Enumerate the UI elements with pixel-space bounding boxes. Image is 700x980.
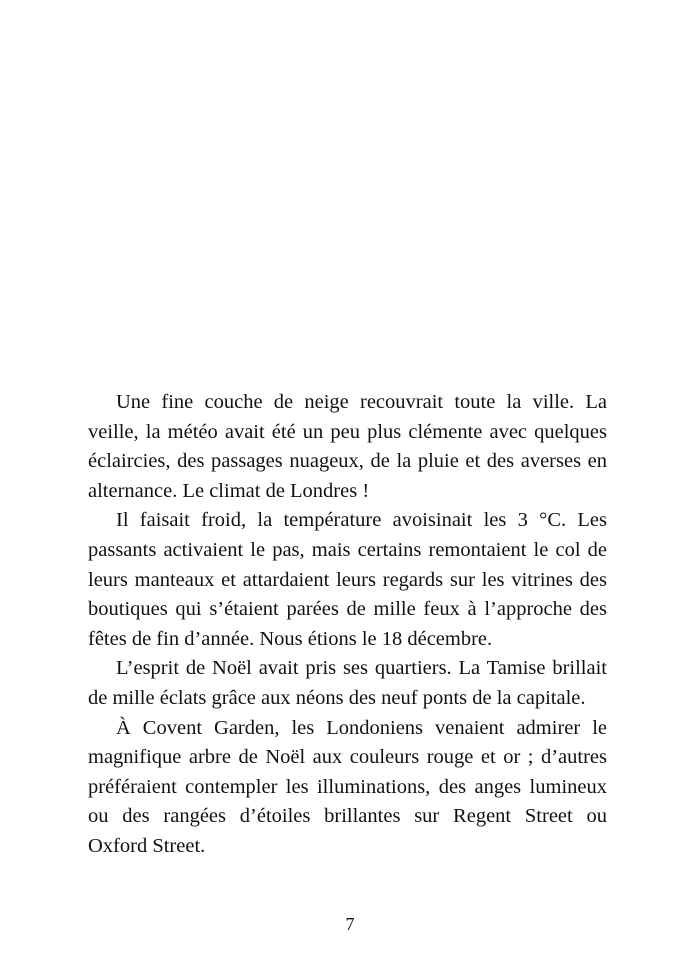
text-line: À Covent Garden, les Londoniens venaient admirer le	[116, 716, 607, 739]
text-line: éclaircies, des passages nuageux, de la pluie et des averses en	[88, 450, 607, 473]
text-line: passants activaient le pas, mais certains remontaient le col de	[88, 538, 607, 561]
text-line: Une fine couche de neige recouvrait toute la ville. La	[116, 391, 607, 413]
text-line: Oxford Street.	[88, 834, 206, 857]
text-line: L’esprit de Noël avait pris ses quartiers. La Tamise brillait	[116, 657, 607, 680]
text-line: Il faisait froid, la température avoisinait les 3 °C. Les	[116, 509, 607, 532]
paragraph-1	[88, 388, 607, 506]
text-line: ou des rangées d’étoiles brillantes sur Regent Street ou	[88, 805, 607, 828]
paragraph-3	[88, 654, 607, 713]
text-line: magnifique arbre de Noël aux couleurs rouge et or ; d’autres	[88, 746, 607, 769]
paragraph-4	[88, 714, 607, 862]
text-line: leurs manteaux et attardaient leurs regards sur les vitrines des	[88, 568, 607, 591]
paragraph-2	[88, 506, 607, 654]
text-line: boutiques qui s’étaient parées de mille feux à l’approche des	[88, 598, 607, 621]
text-line: veille, la météo avait été un peu plus clémente avec quelques	[88, 420, 607, 443]
text-line: fêtes de fin d’année. Nous étions le 18 décembre.	[88, 627, 493, 650]
text-line: de mille éclats grâce aux néons des neuf ponts de la capitale.	[88, 686, 586, 709]
text-line: alternance. Le climat de Londres !	[88, 479, 370, 502]
body-text	[88, 388, 607, 862]
page-number: 7	[345, 914, 355, 934]
text-line: préféraient contempler les illuminations, des anges lumineux	[88, 775, 607, 798]
